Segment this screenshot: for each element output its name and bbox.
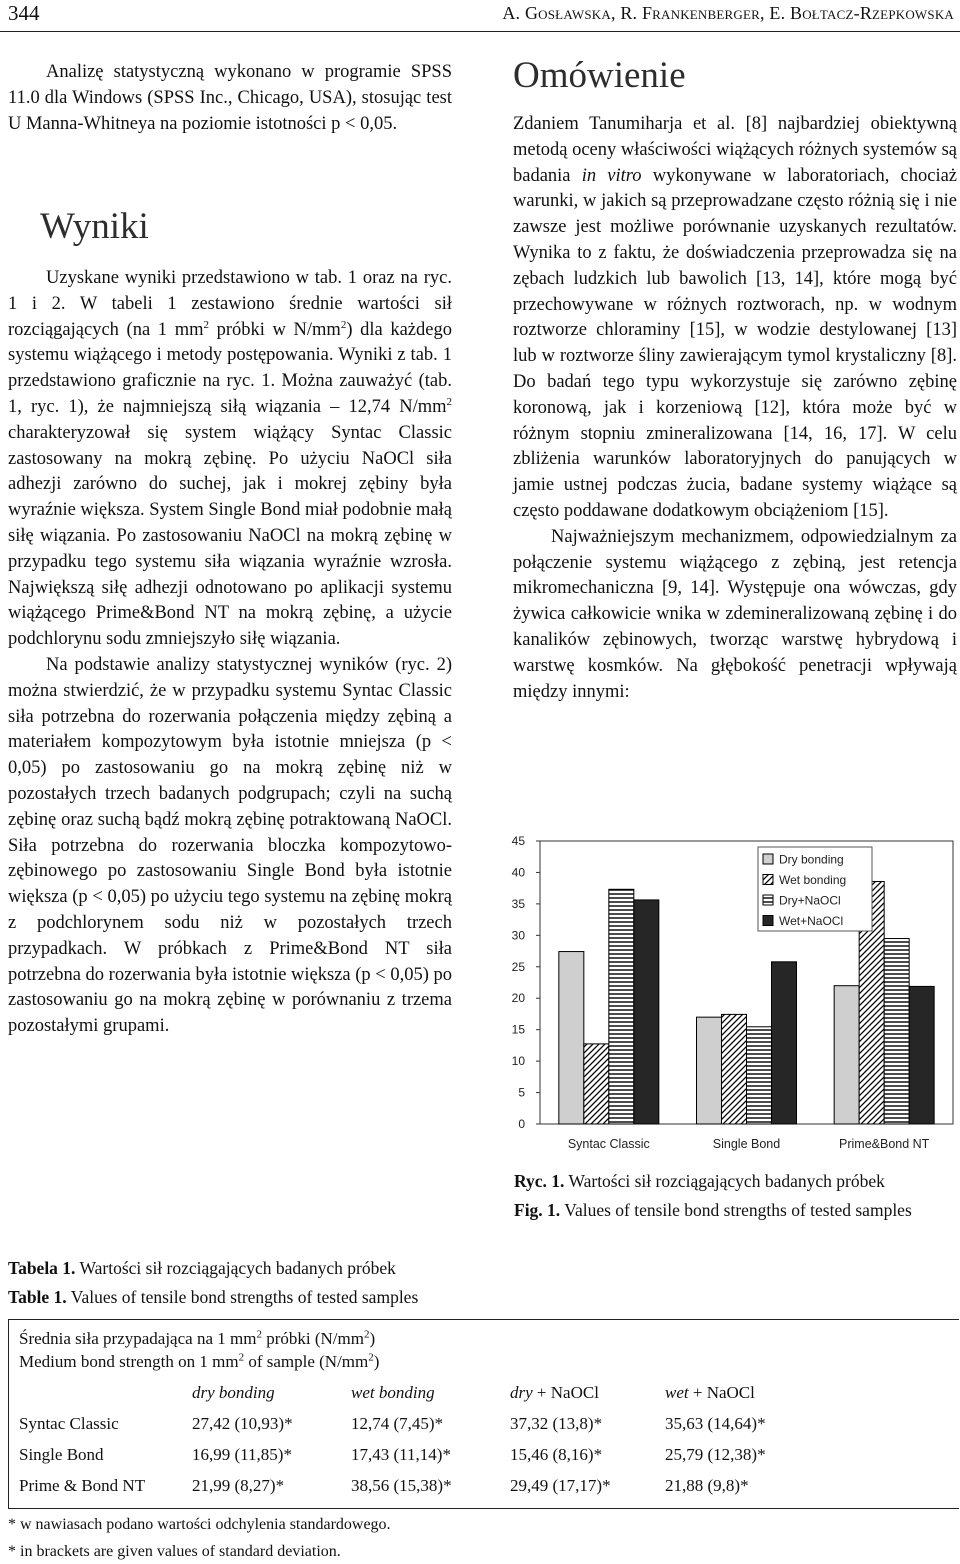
col-header-wet-naocl: wet + NaOCl bbox=[665, 1383, 755, 1402]
right-column bbox=[513, 112, 957, 705]
legend-label: Wet bonding bbox=[779, 873, 847, 887]
bar-dry-bonding bbox=[834, 986, 859, 1124]
discussion-paragraph-2: Najważniejszym mechanizmem, odpowiedzialnym za połączenie systemu wiążącego z zębiną, jest retencja mikromechaniczna [9, 14]. Występuje ona wówczas, gdy żywica całkowicie wnika w zdemineralizowaną zębinę i do kanalików zębinowych, tworząc warstwę hybrydową i warstwę kosmków. Na głębokość penetracji wpływają między innymi: bbox=[513, 526, 957, 702]
table-caption-en: Table 1. Values of tensile bond strengths of tested samples bbox=[8, 1287, 419, 1307]
table-caption-pl: Tabela 1. Wartości sił rozciągających badanych próbek bbox=[8, 1258, 396, 1278]
y-tick-label: 35 bbox=[511, 896, 525, 911]
table-measure-en: Medium bond strength on 1 $mm^2$ of sample $(N/mm^2)$ bbox=[19, 1351, 380, 1371]
bar-wet-bonding bbox=[584, 1044, 609, 1124]
bar-wet-naocl bbox=[909, 986, 934, 1124]
table-cell: 15,46 (8,16)* bbox=[510, 1445, 603, 1464]
bar-dry-naocl bbox=[747, 1027, 772, 1124]
row-label-prime-bond: Prime & Bond NT bbox=[19, 1476, 146, 1495]
legend-label: Dry+NaOCl bbox=[779, 893, 841, 908]
table-cell: 21,88 (9,8)* bbox=[665, 1476, 749, 1495]
chart-svg bbox=[500, 825, 960, 1160]
col-header-dry-bonding: dry bonding bbox=[192, 1383, 275, 1402]
table-note-pl: * w nawiasach podano wartości odchylenia standardowego. bbox=[8, 1516, 391, 1533]
y-tick-label: 15 bbox=[511, 1022, 525, 1037]
y-tick-label: 10 bbox=[511, 1054, 525, 1069]
table-note-en: * in brackets are given values of standard deviation. bbox=[8, 1543, 341, 1560]
legend-swatch bbox=[763, 895, 773, 905]
figure-caption-en: Fig. 1. Values of tensile bond strengths of tested samples bbox=[514, 1200, 912, 1220]
legend-swatch bbox=[763, 916, 773, 926]
page-number: 344 bbox=[8, 1, 40, 25]
table-cell: 12,74 (7,45)* bbox=[351, 1414, 444, 1433]
table-measure-pl: Średnia siła przypadająca na 1 $mm^2$ próbki $(N/mm^2)$ bbox=[19, 1328, 376, 1348]
y-tick-label: 0 bbox=[518, 1117, 525, 1131]
bar-wet-bonding bbox=[722, 1014, 747, 1124]
table-cell: 38,56 (15,38)* bbox=[351, 1476, 452, 1495]
x-category-label: Single Bond bbox=[712, 1137, 781, 1151]
table-cell: 35,63 (14,64)* bbox=[665, 1414, 766, 1433]
bar-wet-naocl bbox=[634, 900, 659, 1124]
bar-dry-naocl bbox=[609, 889, 634, 1124]
row-label-syntac: Syntac Classic bbox=[19, 1414, 119, 1433]
figure-caption-pl: Ryc. 1. Wartości sił rozciągających badanych próbek bbox=[514, 1171, 885, 1191]
table-cell: 17,43 (11,14)* bbox=[351, 1445, 451, 1464]
bar-dry-naocl bbox=[884, 939, 909, 1124]
results-table bbox=[8, 1319, 959, 1509]
y-tick-label: 30 bbox=[511, 928, 525, 943]
results-paragraph-2: Na podstawie analizy statystycznej wyników (ryc. 2) można stwierdzić, że w przypadku systemu Syntac Classic siła potrzebna do rozerwania połączenia między zębiną a materiałem kompozytowym była istotnie mniejsza (p < 0,05) po zastosowaniu go na mokrą zębinę niż w pozostałych trzech badanych podgrupach; czyli na suchą zębinę oraz suchą bądź mokrą zębinę potraktowaną NaOCl. Siła potrzebna do rozerwania bloczka kompozytowo-zębinowego po zastosowaniu Single Bond była istotnie większa (p < 0,05) po użyciu tego systemu na zębinę mokrą z podchlorynem sodu niż w pozostałych trzech przypadkach. W próbkach z Prime&Bond NT siła potrzebna do rozerwania była istotnie większa (p < 0,05) po zastosowaniu go na mokrą zębinę w porównaniu z trzema pozostałymi grupami. bbox=[8, 654, 453, 1037]
table-cell: 37,32 (13,8)* bbox=[510, 1414, 603, 1433]
section-heading-omowienie: Omówienie bbox=[513, 55, 686, 96]
bar-dry-bonding bbox=[559, 952, 584, 1124]
table-cell: 27,42 (10,93)* bbox=[192, 1414, 293, 1433]
intro-paragraph: Analizę statystyczną wykonano w programie SPSS 11.0 dla Windows (SPSS Inc., Chicago, USA), stosując test U Manna-Whitneya na poziomie istotności p < 0,05. bbox=[8, 62, 452, 134]
left-column bbox=[8, 60, 452, 137]
legend-swatch bbox=[763, 854, 773, 864]
y-tick-label: 40 bbox=[511, 865, 525, 880]
left-column-results bbox=[8, 266, 452, 1040]
bar-dry-bonding bbox=[697, 1017, 722, 1124]
legend-label: Wet+NaOCl bbox=[779, 914, 844, 928]
legend-swatch bbox=[763, 875, 773, 885]
col-header-wet-bonding: wet bonding bbox=[351, 1383, 435, 1402]
row-label-single-bond: Single Bond bbox=[19, 1445, 104, 1464]
y-tick-label: 5 bbox=[518, 1085, 525, 1100]
table-cell: 21,99 (8,27)* bbox=[192, 1476, 285, 1495]
y-tick-label: 45 bbox=[511, 834, 525, 848]
y-tick-label: 20 bbox=[511, 991, 525, 1006]
x-category-label: Syntac Classic bbox=[567, 1137, 650, 1151]
results-paragraph-1: Uzyskane wyniki przedstawiono w tab. 1 oraz na ryc. 1 i 2. W tabeli 1 zestawiono średnie wartości sił rozciągających (na 1 $mm^2$ próbki w $N/mm^2$) dla każdego systemu wiążącego i metody postępowania. Wyniki z tab. 1 przedstawiono graficznie na ryc. 1. Można zauważyć (tab. 1, ryc. 1), że najmniejszą siłą wiązania – 12,74 $N/mm^2$ charakteryzował się system wiążący Syntac Classic zastosowany na mokrą zębinę. Po użyciu NaOCl siła adhezji zarówno do suchej, jak i mokrej zębiny była wyraźnie większa. System Single Bond miał podobnie małą siłę wiązania. Po zastosowaniu NaOCl na mokrą zębinę w przypadku tego systemu siła wiązania wyraźnie wzrosła. Największą siłę adhezji odnotowano po aplikacji systemu wiążącego Prime&Bond NT na mokrą zębinę, a użycie podchlorynu sodu zmniejszyło siłę wiązania. bbox=[8, 268, 452, 650]
bar-chart bbox=[500, 825, 960, 1160]
table-cell: 25,79 (12,38)* bbox=[665, 1445, 766, 1464]
y-tick-label: 25 bbox=[511, 959, 525, 974]
discussion-paragraph-1: Zdaniem Tanumiharja et al. [8] najbardziej obiektywną metodą oceny właściwości wiążących różnych systemów są badania in vitro wykonywane w laboratoriach, chociaż warunki, w jakich są przeprowadzane często różnią się i nie zawsze jest możliwe porównanie uzyskanych rezultatów. Wynika to z faktu, że doświadczenia przeprowadza się na zębach ludzkich lub bawolich [13, 14], które mogą być przechowywane w różnych roztworach, np. w wodnym roztworze chloraminy [15], w wodzie destylowanej [13] lub w roztworze śliny zawierającym tymol krystaliczny [8]. Do badań tego typu wykorzystuje się zarówno zębinę koronową, jak i korzeniową [12], która może być w różnym stopniu zmineralizowana [14, 16, 17]. W celu zbliżenia warunków laboratoryjnych do panujących w jamie ustnej podczas żucia, badane systemy wiążące są często poddawane dodatkowym obciążeniom [15]. bbox=[513, 114, 958, 521]
col-header-dry-naocl: dry + NaOCl bbox=[510, 1383, 599, 1402]
x-category-label: Prime&Bond NT bbox=[839, 1137, 930, 1151]
bar-wet-naocl bbox=[772, 962, 797, 1124]
header-rule bbox=[0, 31, 960, 32]
table-cell: 29,49 (17,17)* bbox=[510, 1476, 611, 1495]
running-header-authors: A. Gosławska, R. Frankenberger, E. Bołtacz-Rzepkowska bbox=[502, 3, 954, 23]
table-cell: 16,99 (11,85)* bbox=[192, 1445, 292, 1464]
section-heading-wyniki: Wyniki bbox=[40, 206, 149, 247]
legend-label: Dry bonding bbox=[779, 852, 844, 867]
